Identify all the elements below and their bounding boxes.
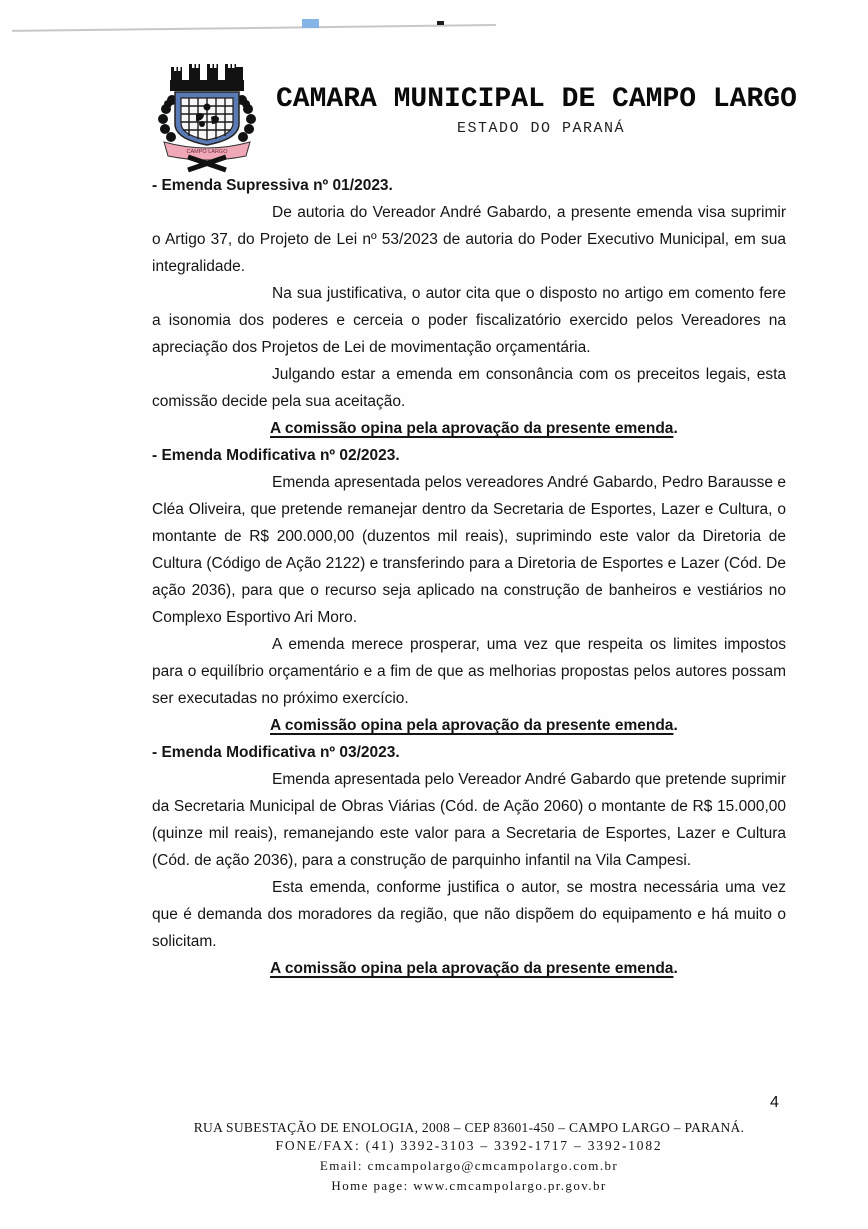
footer-email: Email: cmcampolargo@cmcampolargo.com.br bbox=[319, 1158, 619, 1173]
body-paragraph: Na sua justificativa, o autor cita que o disposto no artigo em comento fere a isonomia dos poderes e cerceia o poder fiscalizatório exercido pelos Vereadores na apreciação dos Projetos de Lei de movimentação orçamentária. bbox=[152, 285, 786, 356]
emenda-section-3 bbox=[152, 739, 786, 982]
committee-opinion-period: . bbox=[673, 717, 678, 734]
document-header-subtitle: ESTADO DO PARANÁ bbox=[456, 120, 626, 137]
footer-phone: FONE/FAX: (41) 3392-3103 – 3392-1717 – 3392-1082 bbox=[275, 1138, 663, 1153]
document-footer bbox=[84, 1120, 854, 1194]
page-number: 4 bbox=[770, 1094, 779, 1111]
committee-opinion bbox=[270, 955, 786, 982]
committee-opinion bbox=[270, 415, 786, 442]
emenda-heading: - Emenda Modificativa nº 02/2023. bbox=[152, 447, 400, 464]
body-paragraph: A emenda merece prosperar, uma vez que respeita os limites impostos para o equilíbrio orçamentário e a fim de que as melhorias propostas pelos autores possam ser executadas no próximo exercício. bbox=[152, 636, 786, 707]
scan-dot-mark bbox=[437, 21, 444, 25]
committee-opinion-text: A comissão opina pela aprovação da presente emenda bbox=[270, 717, 674, 734]
body-paragraph: Esta emenda, conforme justifica o autor, se mostra necessária uma vez que é demanda dos moradores da região, que não dispõem do equipamento e há muito o solicitam. bbox=[152, 879, 786, 950]
footer-address: RUA SUBESTAÇÃO DE ENOLOGIA, 2008 – CEP 83601-450 – CAMPO LARGO – PARANÁ. bbox=[193, 1120, 745, 1135]
committee-opinion-period: . bbox=[673, 420, 678, 437]
emenda-heading: - Emenda Supressiva nº 01/2023. bbox=[152, 177, 393, 194]
emenda-section-2 bbox=[152, 442, 786, 739]
committee-opinion-period: . bbox=[673, 960, 678, 977]
footer-homepage: Home page: www.cmcampolargo.pr.gov.br bbox=[331, 1178, 607, 1193]
body-paragraph: Emenda apresentada pelos vereadores André Gabardo, Pedro Barausse e Cléa Oliveira, que pretende remanejar dentro da Secretaria de Esportes, Lazer e Cultura, o montante de R$ 200.000,00 (duzentos mil reais), suprimindo este valor da Diretoria de Cultura (Código de Ação 2122) e transferindo para a Diretoria de Esportes e Lazer (Cód. De ação 2036), para que o recurso seja aplicado na construção de banheiros e vestiários no Complexo Esportivo Ari Moro. bbox=[152, 474, 786, 626]
body-paragraph: De autoria do Vereador André Gabardo, a presente emenda visa suprimir o Artigo 37, do Projeto de Lei nº 53/2023 de autoria do Poder Executivo Municipal, em sua integralidade. bbox=[152, 204, 786, 275]
scan-blue-mark bbox=[302, 19, 319, 28]
scan-line-artifact bbox=[12, 24, 496, 32]
document-body bbox=[152, 172, 786, 982]
emenda-section-1 bbox=[152, 172, 786, 442]
emenda-heading: - Emenda Modificativa nº 03/2023. bbox=[152, 744, 400, 761]
document-header-title: CAMARA MUNICIPAL DE CAMPO LARGO bbox=[276, 84, 797, 115]
committee-opinion-text: A comissão opina pela aprovação da presente emenda bbox=[270, 420, 674, 437]
committee-opinion-text: A comissão opina pela aprovação da presente emenda bbox=[270, 960, 674, 977]
body-paragraph: Julgando estar a emenda em consonância com os preceitos legais, esta comissão decide pela sua aceitação. bbox=[152, 366, 786, 410]
body-paragraph: Emenda apresentada pelo Vereador André Gabardo que pretende suprimir da Secretaria Municipal de Obras Viárias (Cód. de Ação 2060) o montante de R$ 15.000,00 (quinze mil reais), remanejando este valor para a Secretaria de Esportes, Lazer e Cultura (Cód. de ação 2036), para a construção de parquinho infantil na Vila Campesi. bbox=[152, 771, 786, 869]
committee-opinion bbox=[270, 712, 786, 739]
campo-largo-coat-of-arms-logo bbox=[148, 60, 266, 176]
coat-of-arms-icon bbox=[148, 60, 266, 176]
logo-ribbon-text: CAMPO LARGO bbox=[186, 149, 228, 155]
